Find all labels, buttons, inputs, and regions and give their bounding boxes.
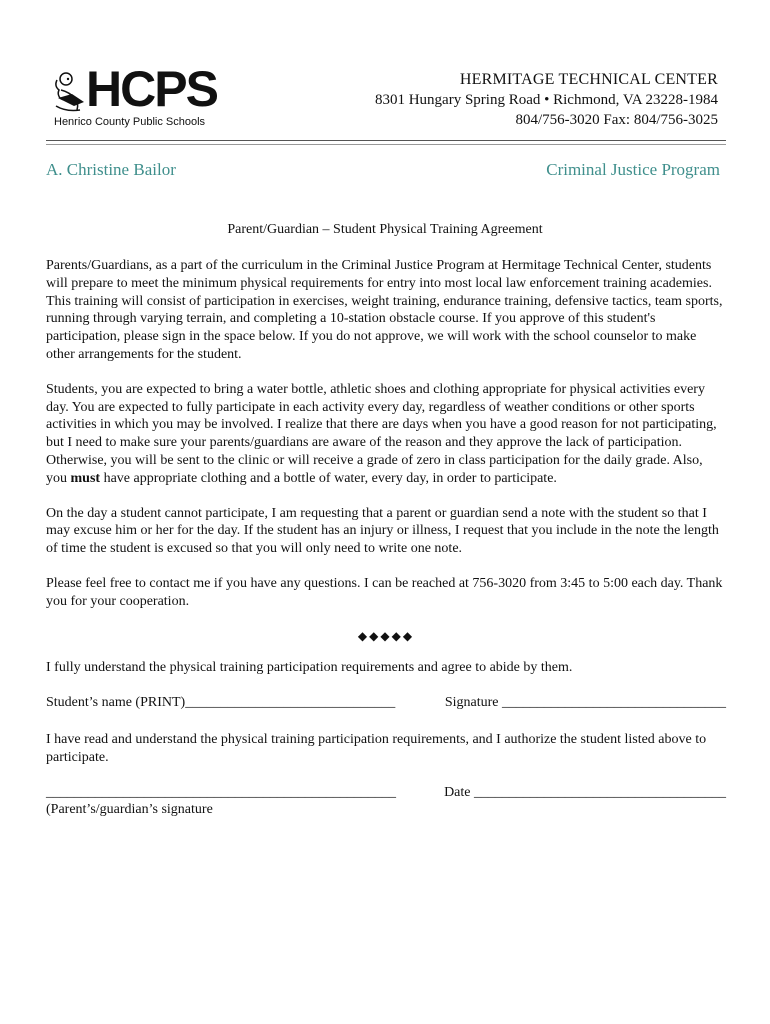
agreement-statement: I fully understand the physical training participation requirements and agree to abide by them.	[46, 660, 573, 676]
paragraph-intro: Parents/Guardians, as a part of the curriculum in the Criminal Justice Program at Hermitage Technical Center, students will prepare to meet the minimum physical requirements for entry into most local law enforcement training academies. This training will consist of participation in exercises, weight training, endurance training, defensive tactics, team sports, running through varying terrain, and completing a 10-station obstacle course. If you approve of this student's participation, please sign in the space below. If you do not approve, we will work with the school counselor to make other arrangements for the student.	[46, 258, 723, 362]
paragraph-expectations	[46, 381, 726, 488]
student-name-field[interactable]: Student’s name (PRINT)______________________________	[46, 695, 396, 711]
parent-signature-row	[46, 784, 726, 802]
school-name: HERMITAGE TECHNICAL CENTER	[459, 71, 718, 88]
expectations-text-after: have appropriate clothing and a bottle of water, every day, in order to participate.	[100, 470, 557, 486]
student-signature-field[interactable]: Signature ________________________________	[444, 695, 726, 711]
student-signature-row	[46, 694, 726, 712]
emphasis-must: must	[70, 470, 101, 486]
logo-subtitle: Henrico County Public Schools	[54, 116, 206, 128]
paragraph-absence-note: On the day a student cannot participate, I am requesting that a parent or guardian send a note with the student so that I may excuse him or her for the day. If the student has an injury or illness, I request that you include in the note the length of time the student is excused so that you will only need to write one note.	[46, 505, 719, 557]
hcps-logo	[46, 61, 226, 134]
parent-signature-label: (Parent’s/guardian’s signature	[46, 802, 213, 818]
parent-signature-field[interactable]: __________________________________________________	[46, 784, 396, 800]
child-reading-logo-icon	[52, 70, 88, 116]
instructor-name: A. Christine Bailor	[46, 160, 176, 179]
school-phone-fax: 804/756-3020 Fax: 804/756-3025	[515, 112, 718, 128]
date-field[interactable]: Date ____________________________________	[444, 784, 726, 800]
document-body	[46, 257, 726, 819]
school-address: 8301 Hungary Spring Road • Richmond, VA 23228-1984	[374, 92, 718, 108]
school-contact-block	[375, 70, 718, 130]
letterhead	[46, 61, 726, 144]
document-title: Parent/Guardian – Student Physical Training Agreement	[227, 222, 543, 237]
paragraph-contact: Please feel free to contact me if you have any questions. I can be reached at 756-3020 from 3:45 to 5:00 each day. Thank you for your cooperation.	[46, 575, 723, 609]
parent-authorization-statement: I have read and understand the physical training participation requirements, and I authorize the student listed above to participate.	[46, 731, 707, 765]
letterhead-rule	[46, 140, 726, 141]
program-name: Criminal Justice Program	[546, 160, 720, 179]
expectations-text-before: Students, you are expected to bring a water bottle, athletic shoes and clothing appropriate for physical activities every day. You are expected to fully participate in each activity every day, regardless of weather conditions or other sports activities in which you may be involved. I realize that there are days when you have a good reason for not participating, but I need to make sure your parents/guardians are aware of the reason and they approve the lack of participation. Otherwise, you will be sent to the clinic or will receive a grade of zero in class participation for the daily grade. Also, you	[46, 381, 717, 486]
letterhead-rule-secondary	[46, 144, 726, 145]
diamond-divider: ◆◆◆◆◆	[357, 628, 415, 643]
logo-text: HCPS	[86, 61, 217, 117]
